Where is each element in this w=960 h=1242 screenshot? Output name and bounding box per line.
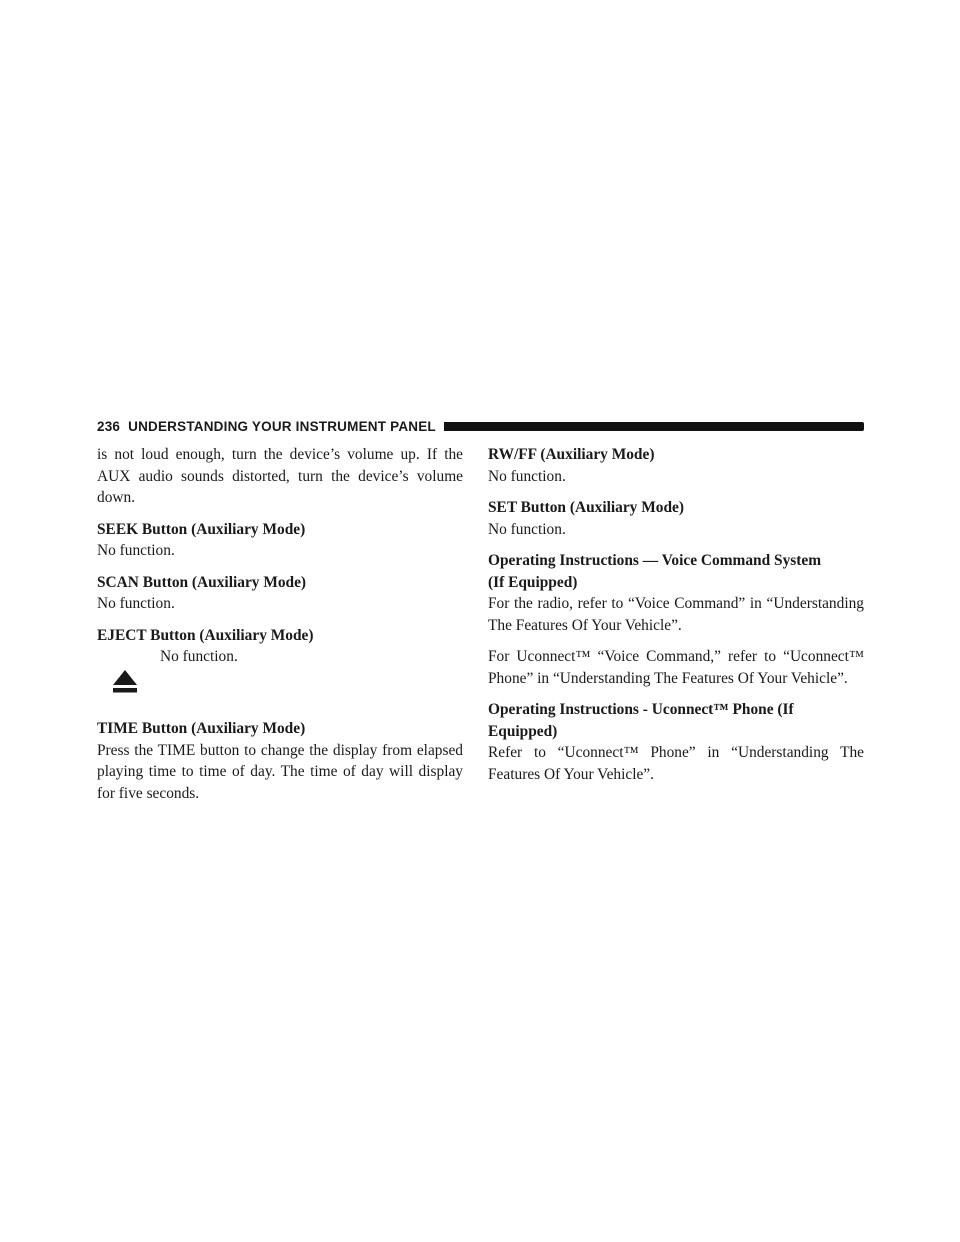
section-title: UNDERSTANDING YOUR INSTRUMENT PANEL <box>128 418 436 434</box>
voice-heading-line1: Operating Instructions — Voice Command System <box>488 552 822 569</box>
phone-heading-line2: Equipped) <box>488 722 558 740</box>
phone-body: Refer to “Uconnect™ Phone” in “Understanding The Features Of Your Vehicle”. <box>488 744 864 783</box>
set-body: No function. <box>488 520 566 538</box>
voice-body-uconnect: For Uconnect™ “Voice Command,” refer to “Uconnect™ Phone” in “Understanding The Features Of Your Vehicle”. <box>488 648 864 687</box>
time-body: Press the TIME button to change the display from elapsed playing time to time of day. The time of day will display for five seconds. <box>97 741 463 802</box>
page-number: 236 <box>97 418 121 434</box>
time-heading: TIME Button (Auxiliary Mode) <box>97 720 306 737</box>
intro-paragraph: is not loud enough, turn the device’s volume up. If the AUX audio sounds distorted, turn the device’s volume down. <box>97 446 463 506</box>
page-header <box>97 418 864 434</box>
scan-body: No function. <box>97 595 175 612</box>
eject-row <box>97 646 463 718</box>
eject-icon <box>112 668 138 694</box>
rwff-body: No function. <box>488 467 566 485</box>
set-heading: SET Button (Auxiliary Mode) <box>488 499 684 516</box>
right-column <box>488 444 864 785</box>
phone-heading-line1: Operating Instructions - Uconnect™ Phone (If <box>488 701 794 718</box>
left-column <box>97 444 463 804</box>
scan-heading: SCAN Button (Auxiliary Mode) <box>97 573 307 591</box>
seek-body: No function. <box>97 542 175 559</box>
rwff-heading: RW/FF (Auxiliary Mode) <box>488 446 655 463</box>
voice-heading-line2: (If Equipped) <box>488 573 578 591</box>
eject-body: No function. <box>160 648 238 665</box>
header-rule <box>444 422 864 431</box>
seek-heading: SEEK Button (Auxiliary Mode) <box>97 520 306 538</box>
voice-body-radio: For the radio, refer to “Voice Command” in “Understanding The Features Of Your Vehicle”. <box>488 595 864 634</box>
eject-heading: EJECT Button (Auxiliary Mode) <box>97 626 314 644</box>
